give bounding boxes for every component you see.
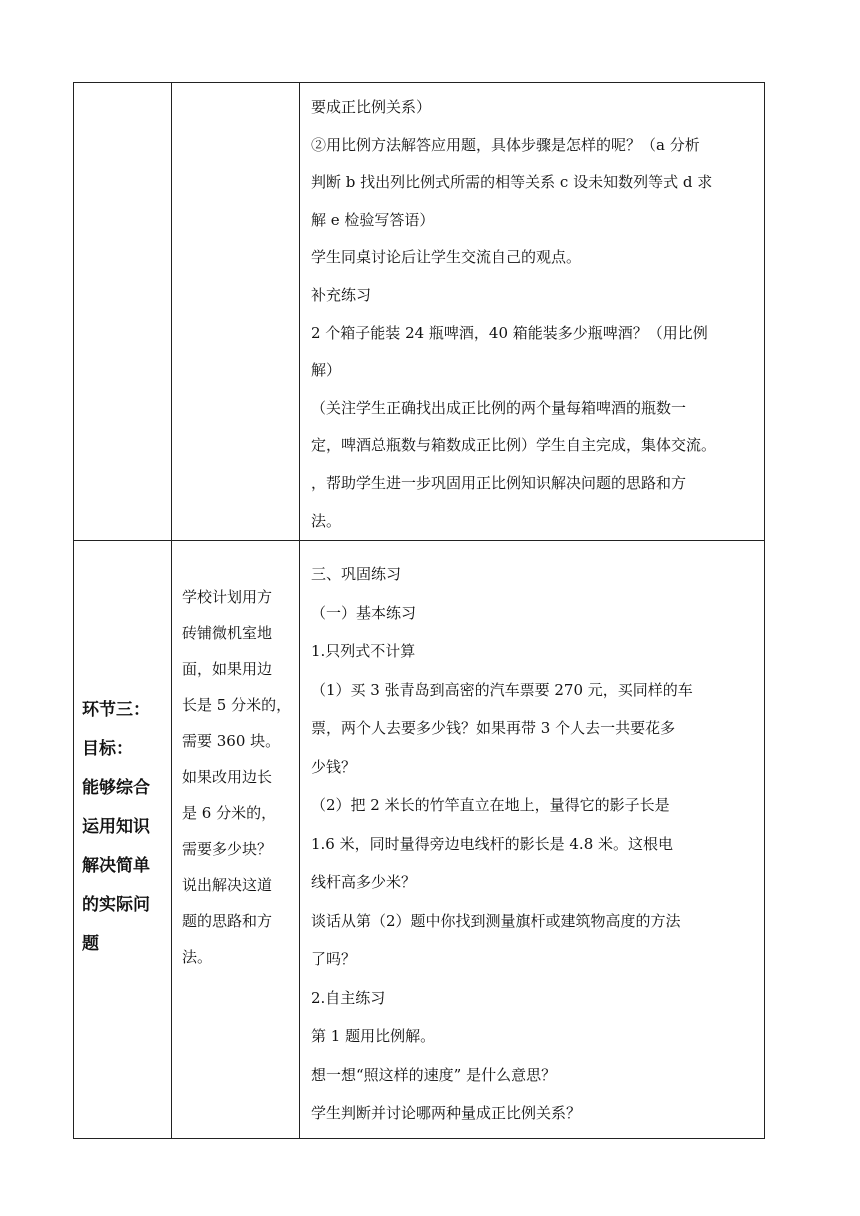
text-line: 1.6 米，同时量得旁边电线杆的影长是 4.8 米。这根电 <box>311 834 674 853</box>
task-cell <box>172 541 300 1139</box>
stage-title-line: 能够综合 <box>82 778 150 799</box>
lesson-plan-table <box>73 82 765 1139</box>
task-cell <box>172 83 300 541</box>
table-row <box>74 541 765 1139</box>
text-line: 2.自主练习 <box>311 988 386 1007</box>
text-line: 判断 b 找出列比例式所需的相等关系 c 设未知数列等式 d 求 <box>311 173 713 192</box>
stage-title-line: 环节三： <box>82 700 150 721</box>
text-line: ，帮助学生进一步巩固用正比例知识解决问题的思路和方 <box>311 473 687 492</box>
text-line: 解） <box>311 361 342 380</box>
activity-cell <box>300 83 765 541</box>
text-line: （一）基本练习 <box>311 603 417 622</box>
text-line: 学生判断并讨论哪两种量成正比例关系？ <box>311 1104 582 1123</box>
text-line: 解 e 检验写答语） <box>311 210 435 229</box>
stage-title-line: 解决简单 <box>82 856 150 877</box>
text-line: 票，两个人去要多少钱？如果再带 3 个人去一共要花多 <box>311 719 676 738</box>
text-line: 谈话从第（2）题中你找到测量旗杆或建筑物高度的方法 <box>311 911 681 930</box>
text-line: 法。 <box>311 511 342 530</box>
text-line: ②用比例方法解答应用题，具体步骤是怎样的呢？（a 分析 <box>311 135 700 154</box>
task-line: 是 6 分米的， <box>182 804 277 823</box>
task-line: 说出解决这道 <box>182 876 273 895</box>
task-line: 题的思路和方 <box>182 912 273 931</box>
text-line: 要成正比例关系） <box>311 98 432 116</box>
task-line: 学校计划用方 <box>182 588 273 607</box>
task-line: 法。 <box>182 948 213 967</box>
text-line: 线杆高多少米？ <box>311 873 417 892</box>
task-line: 长是 5 分米的， <box>182 696 292 715</box>
stage-title-line: 目标： <box>82 739 133 760</box>
text-line: 定，啤酒总瓶数与箱数成正比例）学生自主完成，集体交流。 <box>311 436 717 455</box>
stage-title-line: 的实际问 <box>82 895 150 916</box>
text-line: 学生同桌讨论后让学生交流自己的观点。 <box>311 248 582 267</box>
text-line: 2 个箱子能装 24 瓶啤酒，40 箱能装多少瓶啤酒？（用比例 <box>311 323 708 342</box>
text-line: 想一想“照这样的速度” 是什么意思？ <box>311 1065 557 1084</box>
table-row <box>74 83 765 541</box>
text-line: 少钱？ <box>311 757 357 776</box>
text-line: 三、巩固练习 <box>311 565 402 584</box>
task-line: 需要 360 块。 <box>182 732 281 751</box>
task-line: 如果改用边长 <box>182 768 273 787</box>
stage-cell <box>74 541 172 1139</box>
task-line: 砖铺微机室地 <box>182 624 273 643</box>
text-line: 第 1 题用比例解。 <box>311 1027 436 1046</box>
text-line: （1）买 3 张青岛到高密的汽车票要 270 元，买同样的车 <box>311 680 693 699</box>
stage-title-line: 运用知识 <box>82 817 150 838</box>
text-line: （关注学生正确找出成正比例的两个量每箱啤酒的瓶数一 <box>311 398 687 417</box>
text-line: 了吗？ <box>311 950 357 969</box>
task-line: 需要多少块？ <box>182 840 273 859</box>
stage-title-line: 题 <box>82 934 99 955</box>
task-line: 面，如果用边 <box>182 660 273 679</box>
text-line: （2）把 2 米长的竹竿直立在地上，量得它的影子长是 <box>311 796 670 815</box>
activity-cell <box>300 541 765 1139</box>
text-line: 1.只列式不计算 <box>311 642 416 661</box>
stage-cell <box>74 83 172 541</box>
text-line: 补充练习 <box>311 285 372 304</box>
